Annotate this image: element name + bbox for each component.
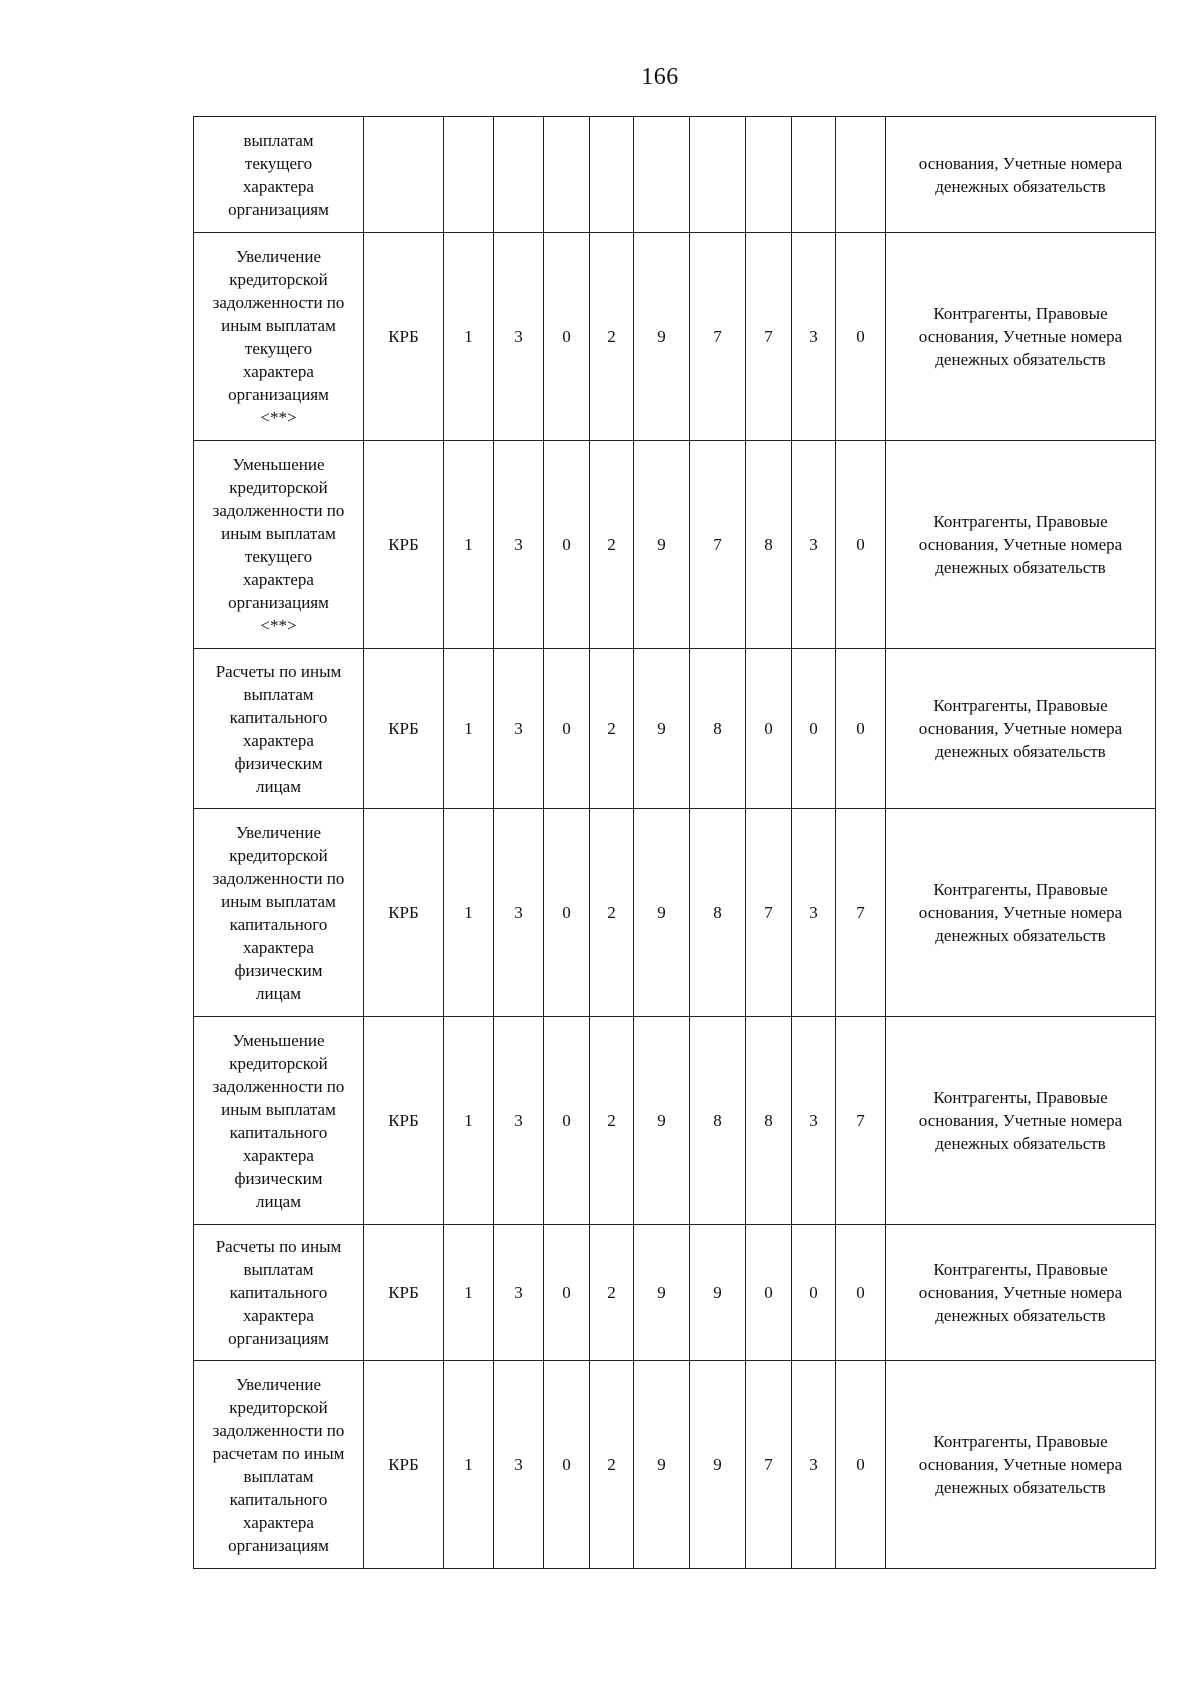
code-digit-cell: 9 <box>690 1361 746 1569</box>
description-line: характера <box>243 937 314 957</box>
analytics-line: основания, Учетные номера <box>918 327 1123 346</box>
analytics-line: Контрагенты, Правовые <box>933 1088 1108 1107</box>
description-line: Увеличение <box>235 822 321 842</box>
analytics-cell <box>886 1017 1156 1225</box>
code-digit-cell: 2 <box>590 233 634 441</box>
description-line: характера <box>243 176 314 196</box>
code-digit-cell: 3 <box>494 233 544 441</box>
code-digit-cell <box>634 117 690 233</box>
code-type-cell: КРБ <box>364 809 444 1017</box>
table-body <box>194 117 1156 1569</box>
account-description <box>194 1361 364 1569</box>
code-digit-cell: 9 <box>634 809 690 1017</box>
code-digit-cell: 3 <box>792 809 836 1017</box>
code-digit-cell: 3 <box>494 649 544 809</box>
table-row <box>194 649 1156 809</box>
description-line: задолженности по <box>212 868 345 888</box>
code-digit-cell: 9 <box>634 1225 690 1361</box>
code-digit-cell: 3 <box>494 1361 544 1569</box>
description-line: расчетам по иным <box>212 1443 345 1463</box>
code-digit-cell: 3 <box>792 1361 836 1569</box>
code-digit-cell: 0 <box>544 233 590 441</box>
account-description <box>194 441 364 649</box>
description-line: физическим <box>234 1168 323 1188</box>
table-row <box>194 1017 1156 1225</box>
description-line: иным выплатам <box>221 523 336 543</box>
code-digit-cell: 1 <box>444 233 494 441</box>
analytics-line: основания, Учетные номера <box>918 903 1123 922</box>
description-line: задолженности по <box>212 1076 345 1096</box>
analytics-cell <box>886 1361 1156 1569</box>
table-row <box>194 117 1156 233</box>
code-type-cell: КРБ <box>364 1361 444 1569</box>
description-line: организациям <box>228 384 329 404</box>
description-line: характера <box>243 1145 314 1165</box>
code-type-cell: КРБ <box>364 441 444 649</box>
analytics-line: денежных обязательств <box>935 1134 1106 1153</box>
description-line: капитального <box>229 1489 328 1509</box>
code-digit-cell: 0 <box>836 1361 886 1569</box>
code-type-cell: КРБ <box>364 1017 444 1225</box>
analytics-line: Контрагенты, Правовые <box>933 696 1108 715</box>
analytics-line: основания, Учетные номера <box>918 719 1123 738</box>
code-digit-cell: 8 <box>690 809 746 1017</box>
description-line: выплатам <box>243 1466 314 1486</box>
code-digit-cell: 3 <box>494 441 544 649</box>
code-digit-cell: 2 <box>590 1361 634 1569</box>
code-digit-cell <box>690 117 746 233</box>
code-digit-cell: 3 <box>494 809 544 1017</box>
code-digit-cell: 8 <box>690 1017 746 1225</box>
description-line: выплатам <box>243 1260 314 1279</box>
code-type-cell: КРБ <box>364 233 444 441</box>
code-digit-cell: 0 <box>836 233 886 441</box>
analytics-line: Контрагенты, Правовые <box>933 880 1108 899</box>
code-digit-cell: 3 <box>792 233 836 441</box>
code-digit-cell: 9 <box>634 233 690 441</box>
description-line: Уменьшение <box>232 454 325 474</box>
code-digit-cell: 8 <box>746 441 792 649</box>
code-digit-cell: 7 <box>746 233 792 441</box>
analytics-line: денежных обязательств <box>935 350 1106 369</box>
account-description <box>194 649 364 809</box>
code-digit-cell: 3 <box>792 1017 836 1225</box>
description-line: кредиторской <box>229 477 328 497</box>
code-digit-cell: 0 <box>836 649 886 809</box>
code-digit-cell: 7 <box>746 1361 792 1569</box>
description-line: характера <box>243 1306 314 1325</box>
description-line: задолженности по <box>212 292 345 312</box>
analytics-line: основания, Учетные номера <box>918 1455 1123 1474</box>
analytics-line: денежных обязательств <box>935 926 1106 945</box>
code-digit-cell: 2 <box>590 1017 634 1225</box>
description-line: текущего <box>244 153 313 173</box>
account-description <box>194 809 364 1017</box>
analytics-line: Контрагенты, Правовые <box>933 512 1108 531</box>
code-digit-cell: 3 <box>494 1017 544 1225</box>
code-digit-cell: 0 <box>746 1225 792 1361</box>
code-digit-cell: 0 <box>792 649 836 809</box>
analytics-cell <box>886 1225 1156 1361</box>
code-digit-cell: 9 <box>634 1017 690 1225</box>
code-digit-cell: 3 <box>792 441 836 649</box>
code-digit-cell: 1 <box>444 1361 494 1569</box>
analytics-line: денежных обязательств <box>935 558 1106 577</box>
table-row <box>194 1225 1156 1361</box>
code-digit-cell: 2 <box>590 649 634 809</box>
description-line: Расчеты по иным <box>215 1237 342 1256</box>
analytics-line: основания, Учетные номера <box>918 1283 1123 1302</box>
code-digit-cell: 0 <box>836 1225 886 1361</box>
description-line: кредиторской <box>229 269 328 289</box>
code-digit-cell: 1 <box>444 1017 494 1225</box>
code-digit-cell: 2 <box>590 441 634 649</box>
code-digit-cell: 2 <box>590 809 634 1017</box>
analytics-cell <box>886 233 1156 441</box>
code-digit-cell <box>836 117 886 233</box>
description-line: текущего <box>244 546 313 566</box>
description-line: характера <box>243 730 314 750</box>
description-line: кредиторской <box>229 1397 328 1417</box>
code-digit-cell: 1 <box>444 1225 494 1361</box>
description-line: <**> <box>260 615 297 635</box>
code-digit-cell: 0 <box>544 649 590 809</box>
code-digit-cell: 7 <box>836 1017 886 1225</box>
account-description <box>194 1225 364 1361</box>
description-line: лицам <box>256 776 301 796</box>
description-line: выплатам <box>243 130 314 150</box>
code-type-cell: КРБ <box>364 649 444 809</box>
account-description <box>194 117 364 233</box>
code-digit-cell: 9 <box>634 649 690 809</box>
code-digit-cell: 9 <box>690 1225 746 1361</box>
description-line: капитального <box>229 1122 328 1142</box>
code-digit-cell: 0 <box>836 441 886 649</box>
account-description <box>194 1017 364 1225</box>
analytics-line: Контрагенты, Правовые <box>933 1260 1108 1279</box>
analytics-line: денежных обязательств <box>935 1478 1106 1497</box>
table-row <box>194 809 1156 1017</box>
code-digit-cell <box>792 117 836 233</box>
code-digit-cell: 9 <box>634 441 690 649</box>
code-digit-cell: 0 <box>544 1361 590 1569</box>
code-type-cell: КРБ <box>364 1225 444 1361</box>
description-line: задолженности по <box>212 1420 345 1440</box>
code-digit-cell: 1 <box>444 649 494 809</box>
description-line: Уменьшение <box>232 1030 325 1050</box>
code-digit-cell <box>444 117 494 233</box>
table-row <box>194 441 1156 649</box>
description-line: иным выплатам <box>221 891 336 911</box>
description-line: кредиторской <box>229 845 328 865</box>
description-line: Увеличение <box>235 246 321 266</box>
description-line: выплатам <box>243 684 314 704</box>
description-line: текущего <box>244 338 313 358</box>
code-digit-cell: 7 <box>746 809 792 1017</box>
analytics-line: денежных обязательств <box>935 176 1106 196</box>
page-number: 166 <box>641 64 679 90</box>
description-line: капитального <box>229 1283 328 1302</box>
description-line: характера <box>243 1512 314 1532</box>
code-digit-cell <box>544 117 590 233</box>
code-digit-cell: 0 <box>544 441 590 649</box>
analytics-cell <box>886 649 1156 809</box>
description-line: Увеличение <box>235 1374 321 1394</box>
code-type-cell <box>364 117 444 233</box>
description-line: лицам <box>256 1191 301 1211</box>
code-digit-cell <box>746 117 792 233</box>
code-digit-cell: 0 <box>544 809 590 1017</box>
description-line: организациям <box>228 1535 329 1555</box>
code-digit-cell: 8 <box>690 649 746 809</box>
description-line: характера <box>243 361 314 381</box>
analytics-line: денежных обязательств <box>935 1306 1106 1325</box>
code-digit-cell: 7 <box>690 441 746 649</box>
account-description <box>194 233 364 441</box>
code-digit-cell <box>494 117 544 233</box>
code-digit-cell: 2 <box>590 1225 634 1361</box>
table-row <box>194 1361 1156 1569</box>
code-digit-cell: 9 <box>634 1361 690 1569</box>
description-line: задолженности по <box>212 500 345 520</box>
code-digit-cell: 3 <box>494 1225 544 1361</box>
description-line: организациям <box>228 199 329 219</box>
table-row <box>194 233 1156 441</box>
code-digit-cell: 0 <box>544 1225 590 1361</box>
code-digit-cell: 0 <box>544 1017 590 1225</box>
analytics-cell <box>886 441 1156 649</box>
code-digit-cell: 7 <box>836 809 886 1017</box>
description-line: физическим <box>234 753 323 773</box>
analytics-line: Контрагенты, Правовые <box>933 1432 1108 1451</box>
description-line: характера <box>243 569 314 589</box>
analytics-line: денежных обязательств <box>935 742 1106 761</box>
code-digit-cell: 0 <box>746 649 792 809</box>
code-digit-cell: 1 <box>444 441 494 649</box>
code-digit-cell <box>590 117 634 233</box>
description-line: лицам <box>256 983 301 1003</box>
analytics-line: основания, Учетные номера <box>918 1111 1123 1130</box>
description-line: физическим <box>234 960 323 980</box>
description-line: организациям <box>228 1329 329 1348</box>
description-line: кредиторской <box>229 1053 328 1073</box>
description-line: капитального <box>229 914 328 934</box>
description-line: <**> <box>260 407 297 427</box>
code-digit-cell: 7 <box>690 233 746 441</box>
code-digit-cell: 0 <box>792 1225 836 1361</box>
description-line: иным выплатам <box>221 1099 336 1119</box>
description-line: иным выплатам <box>221 315 336 335</box>
description-line: капитального <box>229 707 328 727</box>
analytics-cell <box>886 117 1156 233</box>
analytics-line: основания, Учетные номера <box>918 153 1123 173</box>
code-digit-cell: 8 <box>746 1017 792 1225</box>
analytics-cell <box>886 809 1156 1017</box>
analytics-line: основания, Учетные номера <box>918 535 1123 554</box>
code-digit-cell: 1 <box>444 809 494 1017</box>
description-line: организациям <box>228 592 329 612</box>
analytics-line: Контрагенты, Правовые <box>933 304 1108 323</box>
description-line: Расчеты по иным <box>215 661 342 681</box>
account-codes-table <box>193 116 1156 1569</box>
